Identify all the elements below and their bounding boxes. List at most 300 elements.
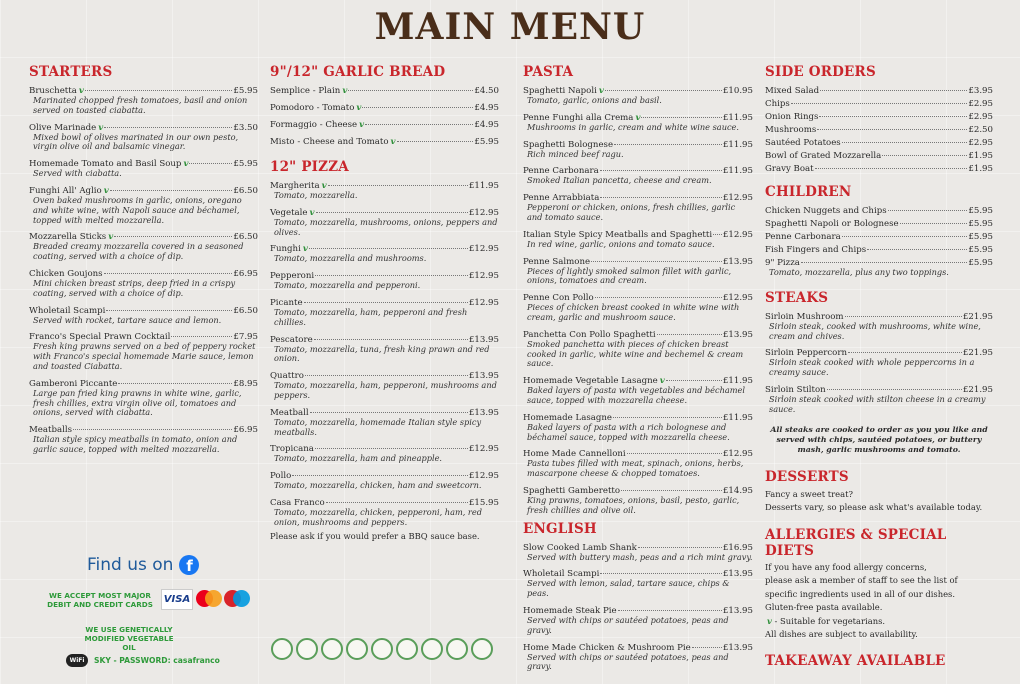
menu-item-description: Smoked Italian pancetta, cheese and cream. bbox=[527, 175, 712, 186]
menu-item-price: £12.95 bbox=[722, 229, 753, 240]
menu-item-description: Tomato, mozzarella and pepperoni. bbox=[274, 280, 421, 291]
menu-item-price: £13.95 bbox=[468, 407, 499, 418]
menu-item bbox=[765, 138, 993, 148]
menu-item-description: Served with lemon, salad, tartare sauce, chips & peas. bbox=[527, 578, 730, 599]
menu-item-row bbox=[765, 86, 993, 96]
menu-item-row bbox=[765, 138, 993, 148]
menu-item-name: Olive Marinade bbox=[29, 122, 97, 133]
dot-leader bbox=[867, 249, 967, 250]
dot-leader bbox=[316, 212, 468, 213]
menu-item-description: Served with rocket, tartare sauce and lemon. bbox=[33, 314, 222, 325]
menu-item-price: £11.95 bbox=[722, 112, 753, 123]
dot-leader bbox=[591, 261, 722, 262]
menu-item bbox=[270, 271, 499, 291]
menu-item bbox=[765, 348, 993, 378]
menu-item bbox=[29, 159, 258, 179]
starters-list bbox=[29, 86, 258, 455]
menu-item bbox=[523, 86, 753, 106]
vegetarian-marker: v bbox=[598, 86, 604, 96]
dot-leader bbox=[85, 90, 233, 91]
dot-leader bbox=[605, 90, 722, 91]
allergies-line-4: Gluten-free pasta available. bbox=[765, 602, 883, 613]
dot-leader bbox=[104, 273, 233, 274]
allergies-line-5 bbox=[765, 616, 993, 627]
menu-item-price: £5.95 bbox=[233, 86, 258, 96]
menu-item-name: Sirloin Stilton bbox=[765, 384, 826, 395]
section-heading-steaks: STEAKS bbox=[765, 289, 829, 306]
mastercard-icon bbox=[196, 590, 222, 608]
vegetarian-marker: v bbox=[321, 181, 327, 191]
menu-item-name: Quattro bbox=[270, 371, 304, 382]
menu-item bbox=[523, 543, 753, 563]
dot-leader bbox=[613, 417, 722, 418]
menu-item-description: Pieces of chicken breast cooked in white wine with cream, garlic and mushroom sauce. bbox=[527, 302, 740, 322]
menu-item bbox=[270, 298, 499, 328]
dot-leader bbox=[118, 383, 232, 384]
wifi-info bbox=[66, 654, 220, 667]
menu-item-description: King prawns, tomatoes, onions, basil, pesto, garlic, fresh chillies and olive oil. bbox=[527, 494, 740, 515]
menu-item-price: £12.95 bbox=[468, 297, 499, 308]
menu-item-name: Onion Rings bbox=[765, 112, 819, 122]
menu-item-description: Tomato, mozzarella, plus any two toppings. bbox=[769, 267, 949, 277]
menu-item-description: Large pan fried king prawns in white wine, garlic, fresh chillies, extra virgin olive oil, tomatoes and onions, served with ciabatta. bbox=[33, 387, 242, 418]
menu-item-row bbox=[765, 219, 993, 229]
section-heading-desserts: DESSERTS bbox=[765, 468, 849, 485]
menu-item-price: £6.95 bbox=[233, 268, 258, 279]
menu-item-price: £3.50 bbox=[233, 122, 258, 133]
menu-item-description: Tomato, mozzarella, tuna, fresh king prawn and red onion. bbox=[274, 343, 490, 364]
menu-item bbox=[523, 606, 753, 636]
menu-item-price: £1.95 bbox=[968, 164, 993, 174]
menu-item bbox=[523, 643, 753, 673]
menu-item-price: £13.95 bbox=[722, 569, 753, 580]
menu-item bbox=[765, 245, 993, 255]
menu-item-description: Mixed bowl of olives marinated in our own pesto, virgin olive oil and balsamic vinegar. bbox=[33, 131, 239, 152]
award-badge-icon bbox=[446, 638, 468, 660]
dot-leader bbox=[171, 336, 232, 337]
menu-item bbox=[523, 293, 753, 323]
allergies-line-1: If you have any food allergy concerns, bbox=[765, 561, 927, 572]
dot-leader bbox=[819, 116, 967, 117]
menu-item-name: Chicken Nuggets and Chips bbox=[765, 206, 887, 216]
menu-item-description: Tomato, mozzarella, chicken, ham and sweetcorn. bbox=[274, 480, 482, 491]
dot-leader bbox=[845, 316, 962, 317]
allergies-line-2: please ask a member of staff to see the list of bbox=[765, 575, 958, 586]
menu-item-price: £13.95 bbox=[468, 371, 499, 382]
menu-item-price: £13.95 bbox=[722, 256, 753, 267]
dot-leader bbox=[600, 170, 722, 171]
menu-item-description: Marinated chopped fresh tomatoes, basil and onion served on toasted ciabatta. bbox=[33, 95, 248, 115]
allergies-line-3: specific ingredients used in all of our dishes. bbox=[765, 588, 956, 599]
menu-item-description: Pepperoni or chicken, onions, fresh chillies, garlic and tomato sauce. bbox=[527, 202, 736, 222]
menu-item-description: Served with buttery mash, peas and a rich mint gravy. bbox=[527, 551, 753, 562]
vegetarian-marker: v bbox=[359, 120, 365, 130]
award-badge-icon bbox=[396, 638, 418, 660]
dot-leader bbox=[110, 190, 233, 191]
menu-item bbox=[765, 258, 993, 278]
vegetarian-marker: v bbox=[78, 86, 84, 96]
menu-item-price: £12.95 bbox=[468, 271, 499, 282]
menu-item-description: Pasta tubes filled with meat, spinach, onions, herbs, mascarpone cheese & chopped tomatoes. bbox=[527, 458, 744, 479]
menu-item bbox=[29, 379, 258, 418]
menu-item bbox=[523, 166, 753, 186]
dot-leader bbox=[397, 141, 474, 142]
menu-item bbox=[765, 125, 993, 135]
dot-leader bbox=[888, 210, 968, 211]
award-badge-icon bbox=[296, 638, 318, 660]
vegetarian-marker: v bbox=[183, 159, 189, 170]
section-heading-garlic-bread: 9"/12" GARLIC BREAD bbox=[270, 64, 446, 80]
award-badge-icon bbox=[371, 638, 393, 660]
dot-leader bbox=[328, 185, 468, 186]
vegetarian-marker: v bbox=[342, 86, 348, 96]
menu-item bbox=[270, 471, 499, 491]
menu-item bbox=[523, 486, 753, 516]
menu-item-price: £11.95 bbox=[722, 139, 753, 150]
menu-item-name: Bowl of Grated Mozzarella bbox=[765, 151, 882, 161]
menu-item-price: £12.95 bbox=[468, 471, 499, 482]
menu-item bbox=[29, 269, 258, 299]
page-title: MAIN MENU bbox=[374, 6, 646, 48]
award-badge-icon bbox=[346, 638, 368, 660]
pizza-list bbox=[270, 181, 499, 528]
menu-item-price: £5.95 bbox=[968, 258, 993, 268]
dot-leader bbox=[73, 429, 232, 430]
menu-item bbox=[270, 498, 499, 528]
menu-item-price: £14.95 bbox=[722, 485, 753, 496]
dot-leader bbox=[189, 163, 232, 164]
pizza-note: Please ask if you would prefer a BBQ sauce base. bbox=[270, 530, 480, 541]
menu-item bbox=[765, 99, 993, 109]
menu-item-name: Mozzarella Sticks bbox=[29, 232, 107, 243]
award-badge-icon bbox=[421, 638, 443, 660]
menu-item-description: In red wine, garlic, onions and tomato sauce. bbox=[527, 238, 715, 249]
side-orders-list bbox=[765, 86, 993, 174]
menu-item-price: £15.95 bbox=[468, 497, 499, 508]
menu-item-name: Homemade Lasagne bbox=[523, 412, 612, 423]
menu-item-description: Sirloin steak, cooked with mushrooms, white wine, cream and chives. bbox=[769, 320, 981, 341]
dot-leader bbox=[641, 117, 721, 118]
menu-item-description: Tomato, mozzarella, ham, pepperoni and fresh chillies. bbox=[274, 306, 468, 327]
dot-leader bbox=[713, 234, 722, 235]
menu-item-price: £7.95 bbox=[233, 332, 258, 343]
award-badge-icon bbox=[471, 638, 493, 660]
menu-item-price: £6.95 bbox=[233, 425, 258, 436]
menu-item-name: Meatballs bbox=[29, 425, 72, 436]
menu-item-row bbox=[765, 125, 993, 135]
menu-item-price: £3.95 bbox=[968, 86, 993, 96]
menu-item-name: Funghi bbox=[270, 244, 301, 255]
menu-item-description: Tomato, mozzarella, ham, pepperoni, mushrooms and peppers. bbox=[274, 380, 497, 400]
dot-leader bbox=[595, 297, 722, 298]
menu-item-name: Tropicana bbox=[270, 444, 314, 455]
menu-item bbox=[523, 113, 753, 133]
menu-item bbox=[765, 206, 993, 216]
menu-item-description: Baked layers of pasta with a rich bolognese and béchamel sauce, topped with mozzarella cheese. bbox=[527, 421, 730, 442]
menu-item-description: Sirloin steak cooked with whole peppercorns in a creamy sauce. bbox=[769, 357, 975, 378]
menu-item-name: Casa Franco bbox=[270, 497, 325, 508]
dot-leader bbox=[827, 389, 962, 390]
vegetarian-marker: v bbox=[356, 103, 362, 113]
menu-item-description: Tomato, garlic, onions and basil. bbox=[527, 95, 662, 105]
award-badge-icon bbox=[321, 638, 343, 660]
wifi-password: SKY - PASSWORD: casafranco bbox=[94, 656, 220, 665]
allergies-veg-text: - Suitable for vegetarians. bbox=[771, 615, 886, 626]
menu-item-description: Sirloin steak cooked with stilton cheese in a creamy sauce. bbox=[769, 393, 986, 414]
menu-item-row bbox=[765, 151, 993, 161]
menu-item-name: Formaggio - Cheese bbox=[270, 120, 358, 130]
menu-item bbox=[29, 332, 258, 371]
menu-item bbox=[270, 244, 499, 264]
vegetarian-marker: v bbox=[103, 185, 109, 196]
menu-item-name: Spaghetti Bolognese bbox=[523, 139, 614, 150]
dot-leader bbox=[657, 334, 722, 335]
column-starters bbox=[29, 62, 258, 462]
menu-item-name: Pollo bbox=[270, 471, 292, 482]
menu-item-description: Tomato, mozzarella. bbox=[274, 190, 358, 200]
dot-leader bbox=[692, 647, 722, 648]
visa-logo: VISA bbox=[161, 589, 193, 610]
menu-item-name: Sirloin Mushroom bbox=[765, 311, 844, 322]
menu-item-name: Penne Arrabbiata bbox=[523, 193, 600, 204]
menu-item-name: Homemade Steak Pie bbox=[523, 605, 617, 616]
menu-item-price: £12.95 bbox=[722, 193, 753, 204]
menu-item-price: £5.95 bbox=[233, 159, 258, 170]
menu-item-price: £2.50 bbox=[968, 125, 993, 135]
desserts-line-2: Desserts vary, so please ask what's available today. bbox=[765, 502, 983, 513]
menu-item-description: Breaded creamy mozzarella covered in a seasoned coating, served with a choice of dip. bbox=[33, 241, 244, 262]
dot-leader bbox=[621, 490, 722, 491]
menu-item-name: Franco's Special Prawn Cocktail bbox=[29, 332, 171, 343]
menu-item bbox=[523, 330, 753, 369]
menu-item bbox=[29, 186, 258, 225]
menu-item bbox=[29, 425, 258, 455]
menu-item bbox=[523, 413, 753, 443]
menu-item bbox=[765, 86, 993, 96]
facebook-icon[interactable]: f bbox=[179, 555, 199, 575]
menu-item-name: Pomodoro - Tomato bbox=[270, 103, 355, 113]
menu-item-description: Fresh king prawns served on a bed of peppery rocket with Franco's special homemade Marie sauce, lemon and toasted Ciabatta. bbox=[33, 341, 256, 371]
dot-leader bbox=[882, 155, 967, 156]
dot-leader bbox=[815, 168, 968, 169]
menu-item-price: £5.95 bbox=[968, 232, 993, 242]
menu-item bbox=[523, 569, 753, 599]
menu-item-row bbox=[270, 103, 499, 113]
section-heading-pizza: 12" PIZZA bbox=[270, 159, 349, 175]
menu-item-price: £4.50 bbox=[474, 86, 499, 96]
menu-item-name: Chips bbox=[765, 99, 790, 109]
menu-item-name: Gamberoni Piccante bbox=[29, 378, 118, 389]
dot-leader bbox=[114, 236, 232, 237]
dot-leader bbox=[104, 127, 232, 128]
menu-item-description: Served with chips or sautéed potatoes, peas and gravy. bbox=[527, 651, 729, 672]
menu-item bbox=[523, 257, 753, 287]
menu-item-name: Semplice - Plain bbox=[270, 86, 341, 96]
steaks-list bbox=[765, 312, 993, 415]
dot-leader bbox=[315, 275, 468, 276]
menu-item-name: Margherita bbox=[270, 181, 320, 191]
dot-leader bbox=[801, 262, 968, 263]
dot-leader bbox=[820, 90, 967, 91]
menu-item bbox=[270, 408, 499, 438]
find-us-label: Find us on bbox=[87, 555, 174, 575]
menu-item-name: Home Made Cannelloni bbox=[523, 449, 626, 460]
section-heading-children: CHILDREN bbox=[765, 184, 852, 200]
find-us-facebook[interactable] bbox=[87, 555, 199, 575]
menu-item-name: Wholetail Scampi bbox=[523, 569, 600, 580]
menu-item bbox=[270, 103, 499, 113]
menu-item-price: £21.95 bbox=[962, 348, 993, 359]
dot-leader bbox=[106, 310, 232, 311]
menu-item bbox=[765, 164, 993, 174]
menu-item bbox=[270, 86, 499, 96]
menu-item-price: £13.95 bbox=[722, 605, 753, 616]
dot-leader bbox=[362, 107, 473, 108]
menu-item bbox=[765, 385, 993, 415]
menu-item-row bbox=[270, 137, 499, 147]
menu-item-description: Pieces of lightly smoked salmon fillet with garlic, onions, tomatoes and cream. bbox=[527, 265, 732, 286]
menu-item bbox=[29, 123, 258, 153]
menu-item-row bbox=[765, 245, 993, 255]
menu-item-price: £6.50 bbox=[233, 185, 258, 196]
menu-item-description: Smoked panchetta with pieces of chicken breast cooked in garlic, white wine and bechemel & cream sauce. bbox=[527, 338, 744, 369]
menu-item-price: £4.95 bbox=[474, 120, 499, 130]
menu-item-name: Funghi All' Aglio bbox=[29, 185, 102, 196]
menu-item-price: £2.95 bbox=[968, 112, 993, 122]
menu-item-price: £13.95 bbox=[722, 642, 753, 653]
menu-item-price: £4.95 bbox=[474, 103, 499, 113]
column-sides-steaks bbox=[765, 62, 993, 675]
menu-item-name: Penne Carbonara bbox=[765, 232, 841, 242]
wifi-icon: WiFi bbox=[66, 654, 88, 667]
menu-item bbox=[29, 86, 258, 116]
menu-item-price: £2.95 bbox=[968, 99, 993, 109]
menu-item-description: Tomato, mozzarella and mushrooms. bbox=[274, 253, 427, 264]
section-heading-side-orders: SIDE ORDERS bbox=[765, 64, 876, 80]
menu-item-name: Penne Funghi alla Crema bbox=[523, 112, 634, 123]
menu-item-description: Tomato, mozzarella, homemade Italian style spicy meatballs. bbox=[274, 416, 482, 437]
menu-item bbox=[270, 208, 499, 238]
dot-leader bbox=[618, 610, 722, 611]
dot-leader bbox=[600, 197, 722, 198]
menu-item-description: Tomato, mozzarella, ham and pineapple. bbox=[274, 453, 443, 464]
menu-item bbox=[523, 193, 753, 223]
veg-marker: v bbox=[767, 615, 772, 626]
menu-item-price: £11.95 bbox=[722, 412, 753, 423]
english-list bbox=[523, 543, 753, 673]
menu-item-row bbox=[765, 112, 993, 122]
menu-item-name: Bruschetta bbox=[29, 86, 77, 96]
menu-item-price: £11.95 bbox=[722, 166, 753, 177]
dot-leader bbox=[817, 129, 967, 130]
menu-item-price: £16.95 bbox=[722, 542, 753, 553]
menu-item-name: Home Made Chicken & Mushroom Pie bbox=[523, 642, 691, 653]
pasta-list bbox=[523, 86, 753, 516]
menu-item-price: £13.95 bbox=[468, 334, 499, 345]
menu-item-description: Served with chips or sautéed potatoes, peas and gravy. bbox=[527, 614, 729, 635]
dot-leader bbox=[842, 236, 968, 237]
award-badge-icon bbox=[271, 638, 293, 660]
menu-item bbox=[29, 306, 258, 326]
takeaway-banner: TAKEAWAY AVAILABLE bbox=[765, 652, 946, 669]
menu-item-description: Tomato, mozzarella, mushrooms, onions, peppers and olives. bbox=[274, 216, 498, 237]
menu-item bbox=[765, 151, 993, 161]
steaks-note: All steaks are cooked to order as you you like and served with chips, sautéed potatoes, or buttery mash, garlic mushrooms and tomato. bbox=[770, 424, 988, 454]
menu-item-name: Penne Salmone bbox=[523, 256, 591, 267]
menu-item-row bbox=[765, 99, 993, 109]
section-heading-allergies: ALLERGIES & SPECIAL DIETS bbox=[765, 526, 947, 559]
menu-item-description: Mushrooms in garlic, cream and white wine sauce. bbox=[527, 121, 739, 132]
dot-leader bbox=[305, 375, 468, 376]
menu-item bbox=[523, 230, 753, 250]
menu-item-row bbox=[270, 120, 499, 130]
menu-item bbox=[765, 219, 993, 229]
menu-item bbox=[270, 335, 499, 365]
card-payment-note: WE ACCEPT MOST MAJOR DEBIT AND CREDIT CARDS bbox=[47, 591, 153, 609]
menu-item-price: £6.50 bbox=[233, 305, 258, 316]
menu-item-name: Wholetail Scampi bbox=[29, 305, 106, 316]
dot-leader bbox=[365, 124, 473, 125]
menu-item-row bbox=[765, 164, 993, 174]
menu-item-name: Penne Con Pollo bbox=[523, 293, 594, 304]
menu-item bbox=[270, 181, 499, 201]
menu-item-name: Italian Style Spicy Meatballs and Spaghetti bbox=[523, 229, 713, 240]
vegetarian-marker: v bbox=[659, 376, 665, 387]
section-heading-starters: STARTERS bbox=[29, 64, 113, 80]
menu-item-name: Penne Carbonara bbox=[523, 166, 599, 177]
dot-leader bbox=[348, 90, 473, 91]
menu-item-name: Slow Cooked Lamb Shank bbox=[523, 542, 637, 553]
dot-leader bbox=[848, 352, 962, 353]
menu-item-description: Rich minced beef ragu. bbox=[527, 148, 624, 159]
menu-item bbox=[270, 137, 499, 147]
section-heading-pasta: PASTA bbox=[523, 64, 574, 80]
menu-item-price: £2.95 bbox=[968, 138, 993, 148]
menu-item-name: Gravy Boat bbox=[765, 164, 814, 174]
dot-leader bbox=[666, 380, 722, 381]
vegetarian-marker: v bbox=[302, 244, 308, 255]
menu-item-row bbox=[765, 206, 993, 216]
menu-item-price: £5.95 bbox=[968, 219, 993, 229]
menu-item-name: Fish Fingers and Chips bbox=[765, 245, 867, 255]
dot-leader bbox=[310, 412, 468, 413]
menu-item-price: £5.95 bbox=[968, 206, 993, 216]
menu-item-description: Tomato, mozzarella, chicken, pepperoni, ham, red onion, mushrooms and peppers. bbox=[274, 506, 482, 527]
menu-item bbox=[270, 371, 499, 401]
menu-item-name: Homemade Vegetable Lasagne bbox=[523, 376, 658, 387]
maestro-icon bbox=[224, 590, 250, 608]
dot-leader bbox=[314, 339, 468, 340]
section-heading-english: ENGLISH bbox=[523, 520, 597, 537]
menu-item-description: Italian style spicy meatballs in tomato, onion and garlic sauce, topped with melted mozzarella. bbox=[33, 434, 238, 454]
menu-item-name: Panchetta Con Pollo Spaghetti bbox=[523, 329, 656, 340]
menu-item-price: £5.95 bbox=[474, 137, 499, 147]
dot-leader bbox=[842, 142, 968, 143]
vegetarian-marker: v bbox=[390, 137, 396, 147]
children-list bbox=[765, 206, 993, 278]
menu-item-description: Served with ciabatta. bbox=[33, 168, 122, 179]
dot-leader bbox=[600, 573, 722, 574]
menu-item-price: £11.95 bbox=[722, 376, 753, 387]
menu-item bbox=[29, 232, 258, 262]
menu-item-price: £12.95 bbox=[468, 207, 499, 218]
dot-leader bbox=[309, 248, 468, 249]
column-bread-pizza bbox=[270, 62, 499, 541]
menu-item-price: £21.95 bbox=[962, 311, 993, 322]
dot-leader bbox=[791, 103, 968, 104]
dot-leader bbox=[304, 302, 468, 303]
menu-item bbox=[523, 449, 753, 479]
